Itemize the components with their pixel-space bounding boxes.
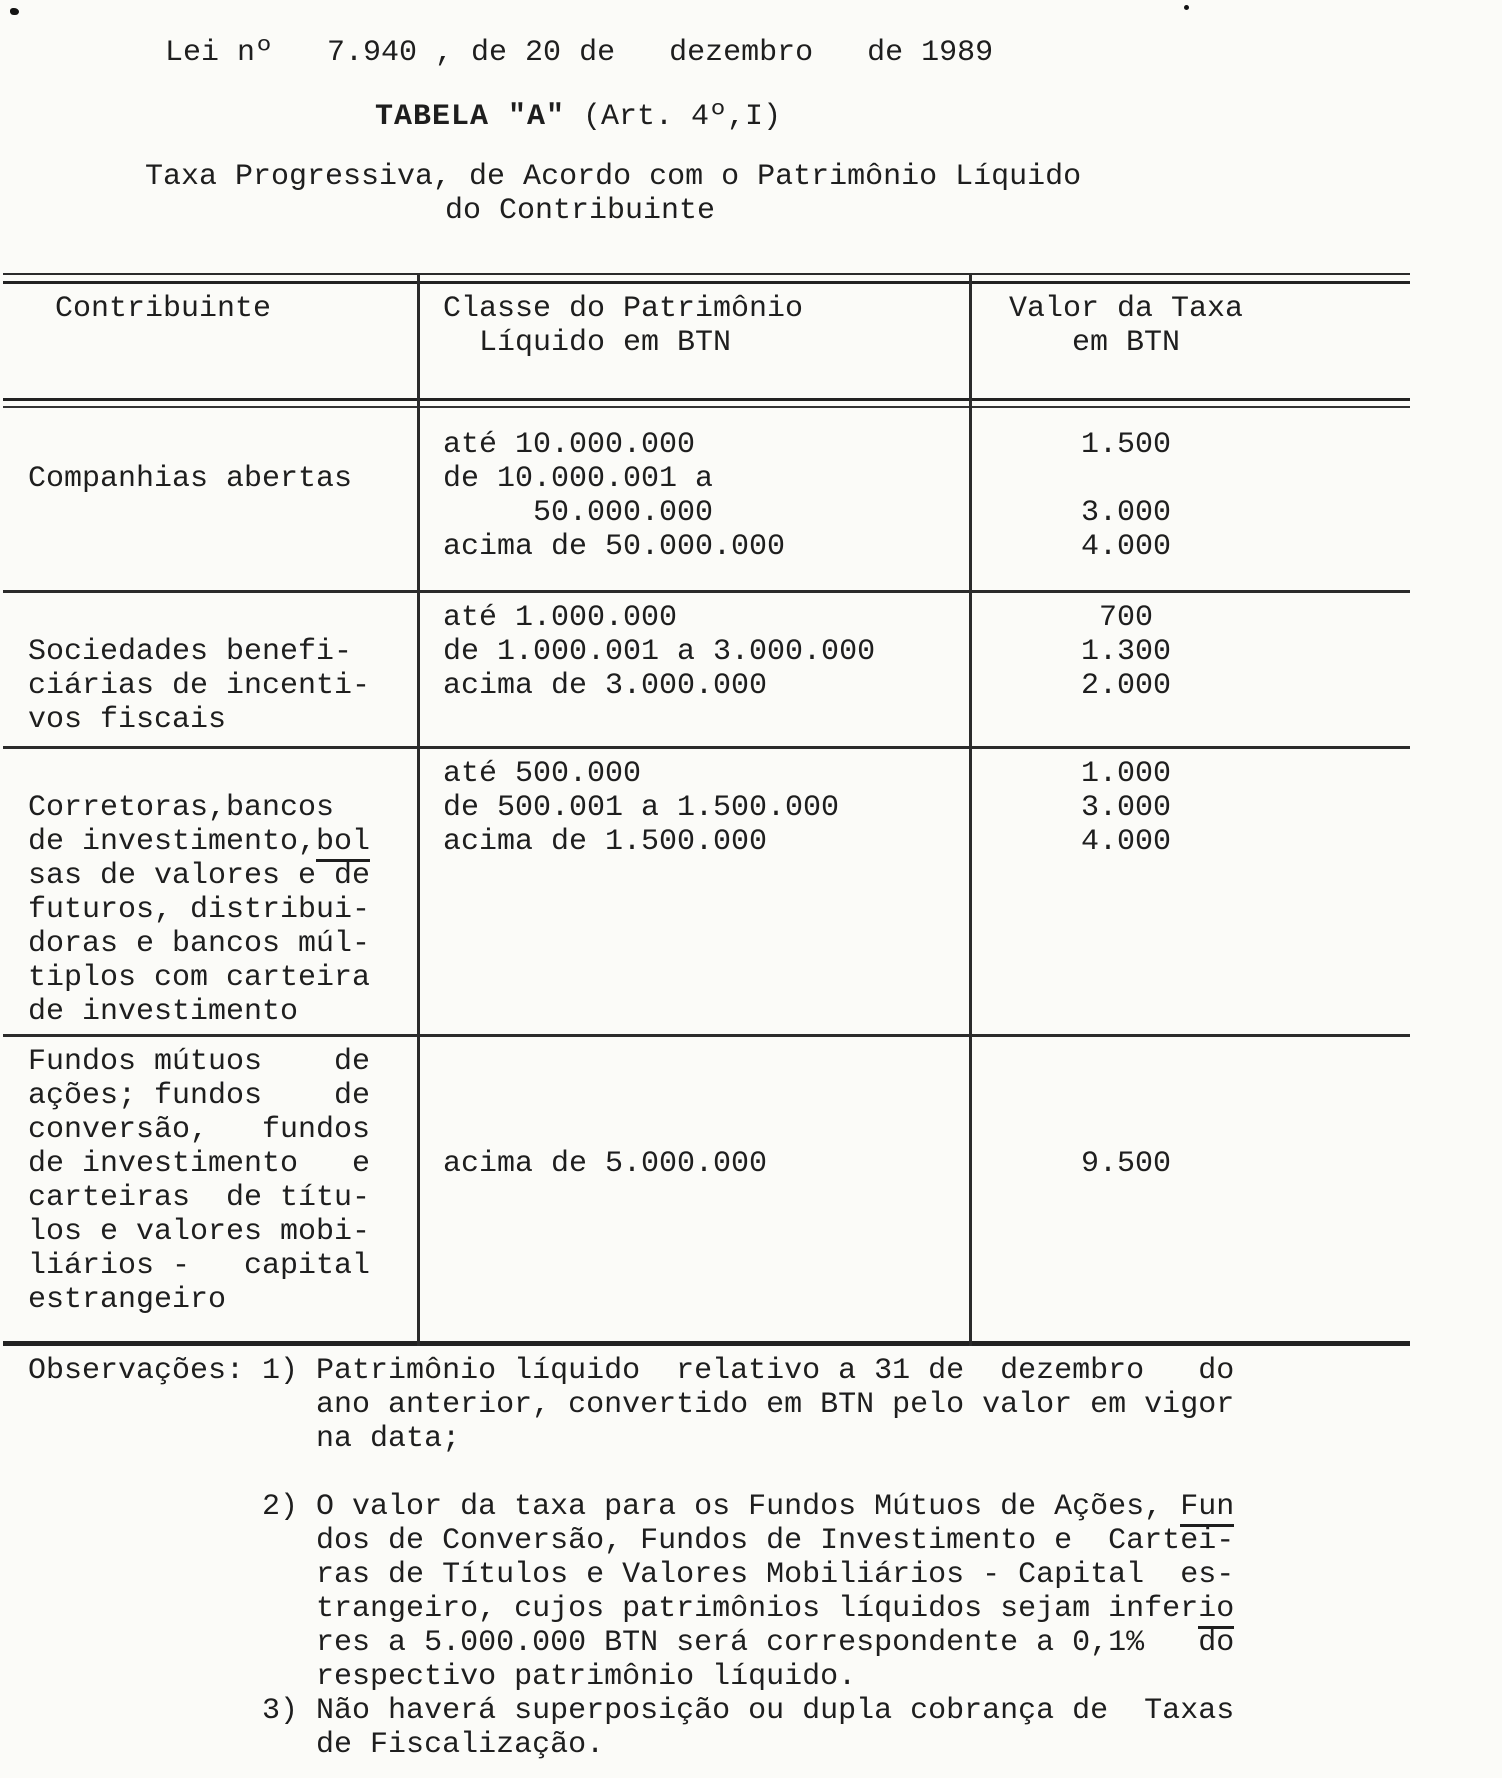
table-row-fundos-mutuos [3, 1037, 1410, 1341]
text-line: Classe do Patrimônio [443, 292, 804, 326]
text-line [443, 1045, 972, 1079]
text-line [443, 1113, 972, 1147]
table-header-row [3, 284, 1410, 398]
cell-contribuinte [3, 593, 420, 746]
text-line: acima de 3.000.000 [443, 669, 768, 703]
text-line [972, 1079, 1280, 1113]
table-row-sociedades-beneficiarias [3, 593, 1410, 746]
text-line: 1.000 [1080, 757, 1171, 791]
table-bottom-rule [3, 1341, 1410, 1346]
text-line: dos de Conversão, Fundos de Investimento e Cartei- [28, 1524, 1235, 1558]
text-line: estrangeiro [28, 1283, 227, 1317]
text-line: 3) Não haverá superposição ou dupla cobrança de Taxas [28, 1694, 1235, 1728]
text-line: liários - capital [28, 1249, 371, 1283]
text-line: até 10.000.000 [443, 428, 696, 462]
text-line: ações; fundos de [28, 1079, 371, 1113]
cell-contribuinte [3, 408, 420, 590]
text-line [28, 428, 420, 462]
text-line: 1.300 [1080, 635, 1171, 669]
text-line: conversão, fundos [28, 1113, 371, 1147]
text-line: de 500.001 a 1.500.000 [443, 791, 840, 825]
scan-speck [10, 8, 19, 15]
text-line: trangeiro, cujos patrimônios líquidos sejam inferio [28, 1592, 1502, 1626]
header-cell-classe-patrimonio [420, 284, 972, 398]
text-line: 4.000 [1080, 825, 1171, 859]
text-line: 1.500 [1080, 428, 1171, 462]
table-title [375, 100, 1502, 134]
text-line: de investimento,bol [28, 825, 420, 859]
text-line [28, 757, 420, 791]
law-title: Lei nº 7.940 , de 20 de dezembro de 1989 [165, 36, 994, 70]
text-line: acima de 5.000.000 [443, 1147, 768, 1181]
column-divider-1 [417, 273, 420, 1346]
text-line: tiplos com carteira [28, 961, 371, 995]
header-separator-rule [3, 398, 1410, 408]
text-line: Sociedades benefi- [28, 635, 353, 669]
scan-speck [1184, 5, 1189, 10]
text-line: Corretoras,bancos [28, 791, 335, 825]
text-line: 3.000 [1080, 791, 1171, 825]
text-line: ciárias de incenti- [28, 669, 371, 703]
cell-valor-taxa [972, 749, 1410, 1034]
text-line: los e valores mobi- [28, 1215, 371, 1249]
text-line: ano anterior, convertido em BTN pelo valor em vigor [28, 1388, 1235, 1422]
cell-classe-patrimonio [420, 749, 972, 1034]
text-line: 3.000 [1080, 496, 1171, 530]
text-line: acima de 1.500.000 [443, 825, 768, 859]
text-line: até 500.000 [443, 757, 642, 791]
text-line: 2.000 [1080, 669, 1171, 703]
cell-classe-patrimonio [420, 408, 972, 590]
table-row-companhias-abertas [3, 408, 1410, 590]
cell-contribuinte [3, 749, 420, 1034]
column-divider-2 [969, 273, 972, 1346]
text-line: na data; [28, 1422, 461, 1456]
text-line [972, 1045, 1280, 1079]
text-line: Líquido em BTN [443, 326, 732, 360]
text-line: respectivo patrimônio líquido. [28, 1660, 857, 1694]
text-line: Fundos mútuos de [28, 1045, 371, 1079]
text-line: de investimento [28, 995, 299, 1029]
cell-valor-taxa [972, 1037, 1410, 1341]
text-line: doras e bancos múl- [28, 927, 371, 961]
text-line: de investimento e [28, 1147, 371, 1181]
header-label: Contribuinte [55, 292, 272, 326]
text-line [28, 1456, 1502, 1490]
text-line: ras de Títulos e Valores Mobiliários - Capital es- [28, 1558, 1235, 1592]
table-title-bold: TABELA "A" [375, 100, 566, 134]
text-line: carteiras de títu- [28, 1181, 371, 1215]
cell-contribuinte [3, 1037, 420, 1341]
header-cell-contribuinte [3, 284, 420, 398]
text-line: sas de valores e de [28, 859, 371, 893]
text-line [972, 462, 1280, 496]
observations-block [28, 1354, 1502, 1762]
table-top-rule [3, 273, 1410, 284]
text-line [443, 1079, 972, 1113]
text-line: res a 5.000.000 BTN será correspondente a 0,1% do [28, 1626, 1235, 1660]
text-line [28, 601, 420, 635]
table-title-article: (Art. 4º,I) [565, 100, 782, 134]
cell-classe-patrimonio [420, 1037, 972, 1341]
table-subtitle-line2: do Contribuinte [445, 194, 716, 228]
table-row-corretoras-bancos [3, 749, 1410, 1034]
text-line: acima de 50.000.000 [443, 530, 786, 564]
cell-valor-taxa [972, 408, 1410, 590]
text-line: Observações: 1) Patrimônio líquido relativo a 31 de dezembro do [28, 1354, 1235, 1388]
header-cell-valor-taxa [972, 284, 1410, 398]
table-subtitle-line1: Taxa Progressiva, de Acordo com o Patrimônio Líquido [145, 160, 1082, 194]
cell-classe-patrimonio [420, 593, 972, 746]
text-line: de Fiscalização. [28, 1728, 605, 1762]
text-line: de 10.000.001 a [443, 462, 714, 496]
text-line: 50.000.000 [443, 496, 714, 530]
text-line: Valor da Taxa [1008, 292, 1244, 326]
cell-valor-taxa [972, 593, 1410, 746]
text-line: até 1.000.000 [443, 601, 678, 635]
text-line: 2) O valor da taxa para os Fundos Mútuos de Ações, Fun [28, 1490, 1502, 1524]
text-line: 4.000 [1080, 530, 1171, 564]
progressive-tax-table [3, 273, 1410, 1346]
text-line: futuros, distribui- [28, 893, 371, 927]
text-line: 9.500 [1080, 1147, 1171, 1181]
text-line [972, 1113, 1280, 1147]
text-line: Companhias abertas [28, 462, 353, 496]
text-line: vos fiscais [28, 703, 227, 737]
text-line: de 1.000.001 a 3.000.000 [443, 635, 876, 669]
text-line: 700 [1098, 601, 1153, 635]
text-line: em BTN [1071, 326, 1181, 360]
